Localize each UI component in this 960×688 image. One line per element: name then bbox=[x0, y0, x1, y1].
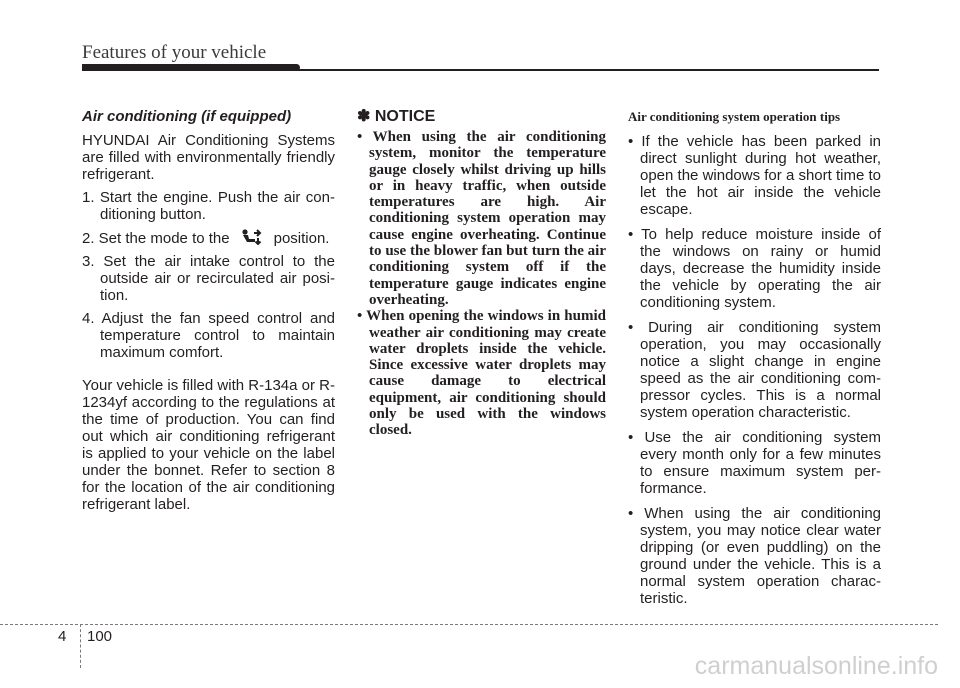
footer-dashed-divider bbox=[80, 624, 81, 668]
header-rule-thick bbox=[82, 64, 300, 71]
intro-paragraph: HYUNDAI Air Conditioning Systems are filled with environmentally friendly refrigerant. bbox=[82, 132, 335, 183]
steps-list bbox=[82, 189, 335, 361]
tip-item: • To help reduce moisture inside of the windows on rainy or humid days, decrease the humidity inside the vehicle by operating the air conditioning system. bbox=[628, 226, 881, 311]
tip-item: • If the vehicle has been parked in direct sunlight during hot weather, open the windows for a short time to let the hot air inside the vehicle escape. bbox=[628, 133, 881, 218]
column-notice bbox=[357, 108, 606, 439]
tip-item: • During air conditioning system operation, you may occasionally notice a slight change in engine speed as the air conditioning compressor cycles. This is a normal system operation characteristic. bbox=[628, 319, 881, 421]
header-rule-thin bbox=[296, 69, 879, 71]
section-heading: Air conditioning (if equipped) bbox=[82, 108, 292, 125]
watermark: carmanualsonline.info bbox=[694, 652, 938, 680]
refrigerant-note: Your vehicle is filled with R-134a or R-1234yf according to the regulations at the time of production. You can find out which air conditioning refrigerant is applied to your vehicle on the label under the bonnet. Refer to section 8 for the location of the air conditioning refrigerant label. bbox=[82, 377, 335, 513]
notice-item: • When opening the windows in humid weather air conditioning may create water droplets inside the vehicle. Since excessive water droplets may cause damage to electrical equipment, air conditioning should only be used with the windows closed. bbox=[357, 308, 606, 439]
step-item bbox=[82, 229, 335, 247]
column-operation-tips bbox=[628, 108, 881, 615]
tip-item: • Use the air conditioning system every month only for a few minutes to ensure maximum system performance. bbox=[628, 429, 881, 497]
step-item: 4. Adjust the fan speed control and temperature control to maintain maximum comfort. bbox=[82, 310, 335, 361]
section-number: 4 bbox=[58, 628, 67, 645]
step-item: 3. Set the air intake control to the outside air or recirculated air position. bbox=[82, 253, 335, 304]
tips-list bbox=[628, 133, 881, 607]
page-number: 100 bbox=[87, 628, 113, 645]
notice-list bbox=[357, 129, 606, 439]
page-header-title: Features of your vehicle bbox=[82, 42, 267, 63]
tips-heading: Air conditioning system operation tips bbox=[628, 109, 841, 124]
step-text: 2. Set the mode to the bbox=[82, 230, 230, 247]
footer-dashed-rule bbox=[0, 624, 938, 625]
tip-item: • When using the air conditioning system, you may notice clear water dripping (or even puddling) on the ground under the vehicle. This is a normal system operation characteristic. bbox=[628, 505, 881, 607]
column-air-conditioning bbox=[82, 108, 335, 513]
notice-title: ✽ NOTICE bbox=[357, 108, 436, 125]
notice-item: • When using the air conditioning system, monitor the temperature gauge closely whilst driving up hills or in heavy traffic, when outside temperatures are high. Air conditioning system operation may cause engine overheating. Continue to use the blower fan but turn the air conditioning system off if the temperature gauge indicates engine overheating. bbox=[357, 129, 606, 308]
step-item: 1. Start the engine. Push the air conditioning button. bbox=[82, 189, 335, 223]
step-text: position. bbox=[273, 230, 330, 247]
floor-vent-mode-icon bbox=[230, 229, 274, 245]
